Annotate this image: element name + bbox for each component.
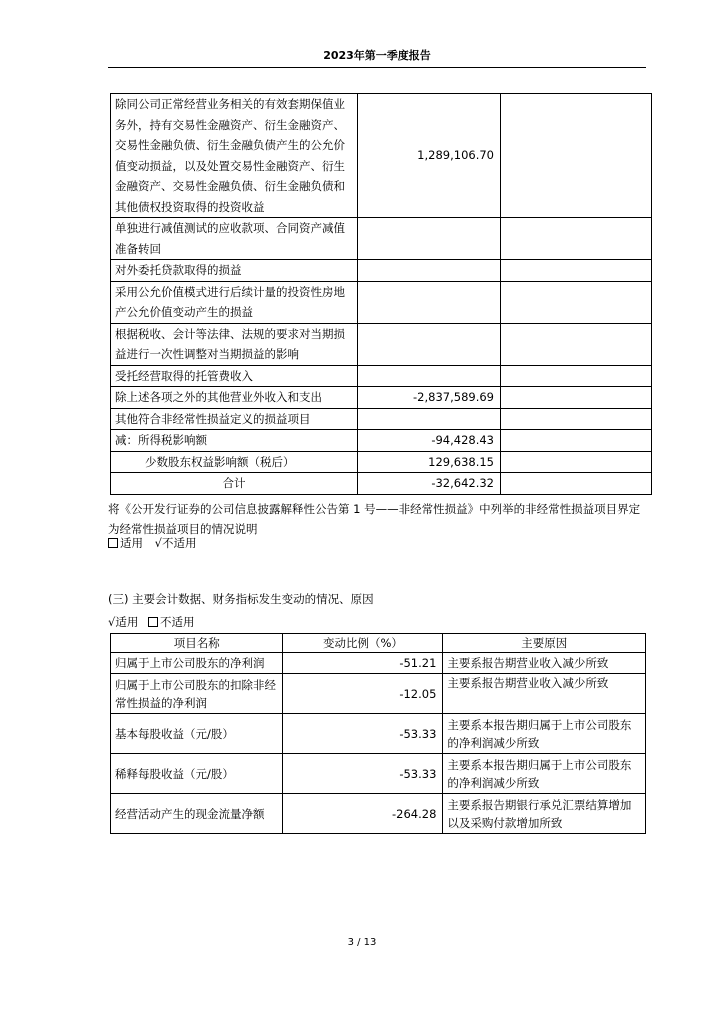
item-note [501, 387, 652, 409]
item-amount [358, 281, 501, 323]
report-header-title: 2023年第一季度报告 [323, 49, 431, 62]
page-number: 3 / 13 [347, 937, 377, 948]
option-applicable: √适用 [108, 615, 139, 629]
checkbox-unchecked-icon [108, 538, 118, 548]
item-amount: -94,428.43 [358, 430, 501, 452]
item-note [501, 218, 652, 260]
item-label: 单独进行减值测试的应收款项、合同资产减值准备转回 [111, 218, 358, 260]
header-divider [108, 67, 646, 68]
item-note [501, 94, 652, 218]
column-header: 主要原因 [443, 634, 646, 653]
section-options [108, 614, 194, 630]
item-label: 根据税收、会计等法律、法规的要求对当期损益进行一次性调整对当期损益的影响 [111, 323, 358, 365]
item-name: 稀释每股收益（元/股） [111, 754, 283, 794]
main-reason: 主要系报告期银行承兑汇票结算增加以及采购付款增加所致 [443, 794, 646, 834]
item-label: 除同公司正常经营业务相关的有效套期保值业务外，持有交易性金融资产、衍生金融资产、交易性金融负债、衍生金融负债产生的公允价值变动损益，以及处置交易性金融资产、衍生金融资产、交易性金融负债、衍生金融负债和其他债权投资取得的投资收益 [111, 94, 358, 218]
item-note [501, 430, 652, 452]
item-name: 基本每股收益（元/股） [111, 714, 283, 754]
item-label: 采用公允价值模式进行后续计量的投资性房地产公允价值变动产生的损益 [111, 281, 358, 323]
table-row [111, 473, 652, 495]
item-name: 归属于上市公司股东的扣除非经常性损益的净利润 [111, 674, 283, 714]
item-label: 除上述各项之外的其他营业外收入和支出 [111, 387, 358, 409]
item-name: 经营活动产生的现金流量净额 [111, 794, 283, 834]
table-row [111, 754, 646, 794]
item-amount [358, 365, 501, 387]
table-row [111, 260, 652, 282]
option-not-applicable: √不适用 [154, 536, 197, 550]
change-ratio: -53.33 [283, 754, 443, 794]
item-amount [358, 260, 501, 282]
table-row [111, 365, 652, 387]
table-row [111, 281, 652, 323]
change-ratio: -53.33 [283, 714, 443, 754]
item-amount: 1,289,106.70 [358, 94, 501, 218]
change-ratio: -51.21 [283, 653, 443, 674]
table-row [111, 323, 652, 365]
checkbox-unchecked-icon [148, 617, 158, 627]
option-applicable: 适用 [120, 536, 143, 550]
column-header: 项目名称 [111, 634, 283, 653]
table-row [111, 408, 652, 430]
total-label: 合计 [111, 473, 358, 495]
table-row [111, 714, 646, 754]
option-not-applicable: 不适用 [159, 615, 195, 629]
item-note [501, 365, 652, 387]
item-note [501, 451, 652, 473]
item-amount: -2,837,589.69 [358, 387, 501, 409]
table-row [111, 451, 652, 473]
item-note [501, 323, 652, 365]
table-row [111, 387, 652, 409]
table-row [111, 430, 652, 452]
item-note [501, 408, 652, 430]
item-amount [358, 218, 501, 260]
table-row [111, 674, 646, 714]
change-reasons-table [110, 633, 646, 834]
item-label: 对外委托贷款取得的损益 [111, 260, 358, 282]
table-header-row [111, 634, 646, 653]
main-reason: 主要系本报告期归属于上市公司股东的净利润减少所致 [443, 714, 646, 754]
item-amount: 129,638.15 [358, 451, 501, 473]
change-ratio: -264.28 [283, 794, 443, 834]
item-name: 归属于上市公司股东的净利润 [111, 653, 283, 674]
item-note [501, 281, 652, 323]
note-options [108, 535, 196, 551]
item-label: 减：所得税影响额 [111, 430, 358, 452]
non-recurring-items-table [110, 93, 652, 495]
item-label: 受托经营取得的托管费收入 [111, 365, 358, 387]
item-label: 其他符合非经常性损益定义的损益项目 [111, 408, 358, 430]
change-ratio: -12.05 [283, 674, 443, 714]
item-amount [358, 323, 501, 365]
table-row [111, 653, 646, 674]
item-note [501, 260, 652, 282]
item-amount [358, 408, 501, 430]
section-title: (三) 主要会计数据、财务指标发生变动的情况、原因 [108, 592, 374, 606]
reclassification-note: 将《公开发行证券的公司信息披露解释性公告第 1 号——非经常性损益》中列举的非经常性损益项目界定为经常性损益项目的情况说明 [108, 502, 641, 536]
table-row [111, 794, 646, 834]
column-header: 变动比例（%） [283, 634, 443, 653]
total-amount: -32,642.32 [358, 473, 501, 495]
item-note [501, 473, 652, 495]
main-reason: 主要系本报告期归属于上市公司股东的净利润减少所致 [443, 754, 646, 794]
table-row [111, 94, 652, 218]
main-reason: 主要系报告期营业收入减少所致 [443, 653, 646, 674]
table-row [111, 218, 652, 260]
item-label: 少数股东权益影响额（税后） [111, 451, 358, 473]
main-reason: 主要系报告期营业收入减少所致 [443, 674, 646, 714]
